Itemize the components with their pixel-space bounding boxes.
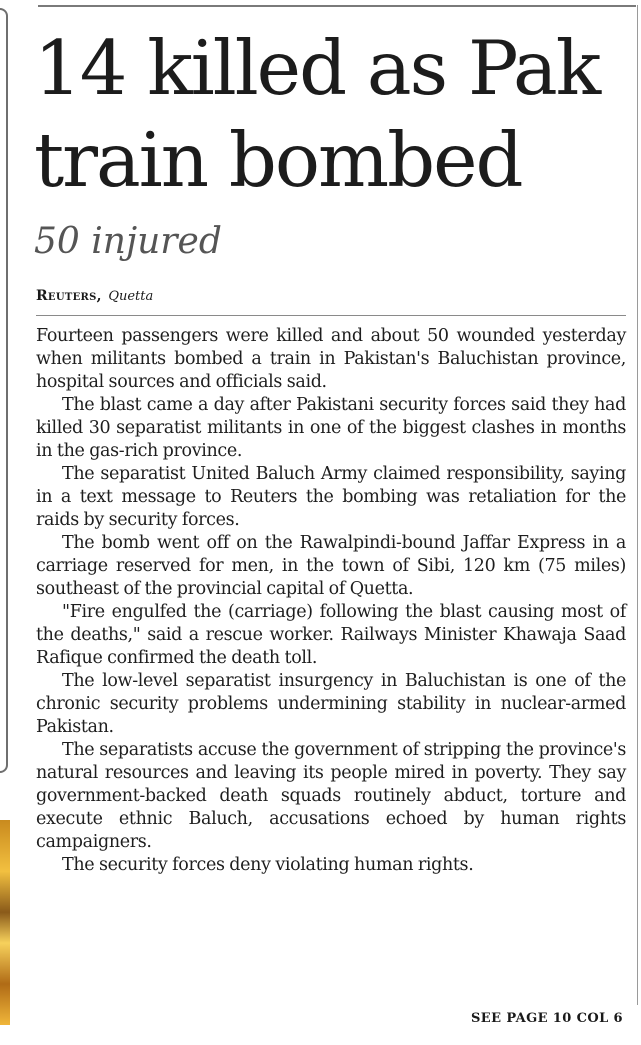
- adjacent-column-bracket: [0, 8, 8, 773]
- continuation-jump-line: SEE PAGE 10 COL 6: [471, 1011, 623, 1026]
- paragraph: The separatist United Baluch Army claimed responsibility, saying in a text message to Reuters the bombing was retaliation for the raids by security forces.: [36, 464, 626, 530]
- paragraph: Fourteen passengers were killed and about 50 wounded yesterday when militants bombed a train in Pakistan's Baluchistan province, hospital sources and officials said.: [36, 326, 626, 392]
- adjacent-ad-edge: [0, 820, 10, 1025]
- paragraph: The low-level separatist insurgency in Baluchistan is one of the chronic security problems undermining stability in nuclear-armed Pakistan.: [36, 671, 626, 737]
- top-rule: [38, 5, 636, 7]
- article-body: [36, 325, 626, 877]
- paragraph: "Fire engulfed the (carriage) following the blast causing most of the deaths," said a rescue worker. Railways Minister Khawaja Saad Rafique confirmed the death toll.: [36, 602, 626, 668]
- headline: 14 killed as Pak train bombed: [34, 24, 600, 204]
- paragraph: The blast came a day after Pakistani security forces said they had killed 30 separatist militants in one of the biggest clashes in months in the gas-rich province.: [36, 395, 626, 461]
- byline: [36, 286, 153, 307]
- byline-dateline: Quetta: [108, 289, 154, 304]
- right-column-rule: [637, 5, 638, 1005]
- paragraph: The bomb went off on the Rawalpindi-bound Jaffar Express in a carriage reserved for men, in the town of Sibi, 120 km (75 miles) southeast of the provincial capital of Quetta.: [36, 533, 626, 599]
- byline-agency: Reuters,: [36, 288, 102, 304]
- byline-rule: [36, 315, 626, 316]
- subheadline: 50 injured: [34, 221, 222, 262]
- paragraph: The security forces deny violating human rights.: [62, 855, 474, 875]
- paragraph: The separatists accuse the government of stripping the province's natural resources and leaving its people mired in poverty. They say government-backed death squads routinely abduct, torture and execute ethnic Baluch, accusations echoed by human rights campaigners.: [36, 740, 626, 852]
